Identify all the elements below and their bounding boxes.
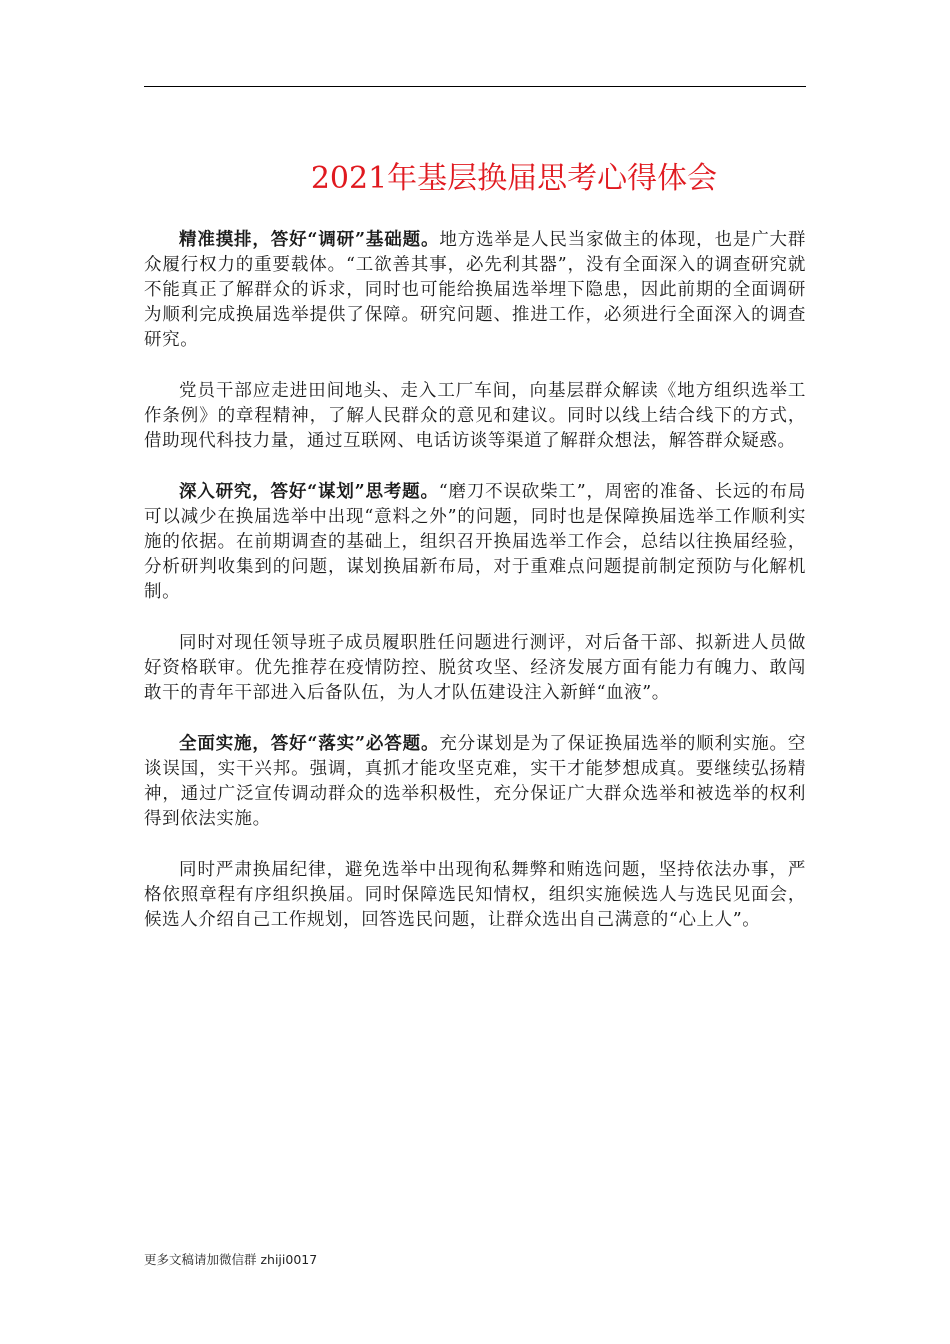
document-title: 2021年基层换届思考心得体会 (310, 161, 718, 196)
paragraph-text: “磨刀不误砍柴工”，周密的准备、长远的布局可以减少在换届选举中出现“意料之外”的问题，同时也是保障换届选举工作顺利实施的依据。在前期调查的基础上，组织召开换届选举工作会，总结以往换届经验，分析研判收集到的问题，谋划换届新布局，对于重难点问题提前制定预防与化解机制。 (144, 482, 806, 602)
paragraph-1 (144, 228, 806, 353)
paragraph-text: 同时对现任领导班子成员履职胜任问题进行测评，对后备干部、拟新进人员做好资格联审。优先推荐在疫情防控、脱贫攻坚、经济发展方面有能力有魄力、敢闯敢干的青年干部进入后备队伍，为人才队伍建设注入新鲜“血液”。 (144, 633, 806, 703)
paragraph-3 (144, 480, 806, 605)
paragraph-lead: 深入研究，答好“谋划”思考题。 (179, 482, 439, 502)
header-rule (144, 86, 806, 87)
paragraph-2 (144, 379, 806, 454)
paragraph-lead: 精准摸排，答好“调研”基础题。 (179, 230, 440, 250)
paragraph-text: 充分谋划是为了保证换届选举的顺利实施。空谈误国，实干兴邦。强调，真抓才能攻坚克难，实干才能梦想成真。要继续弘扬精神，通过广泛宣传调动群众的选举积极性，充分保证广大群众选举和被选举的权利得到依法实施。 (144, 734, 806, 829)
paragraph-4 (144, 631, 806, 706)
paragraph-6 (144, 858, 806, 933)
paragraph-text: 同时严肃换届纪律，避免选举中出现徇私舞弊和贿选问题，坚持依法办事，严格依照章程有序组织换届。同时保障选民知情权，组织实施候选人与选民见面会，候选人介绍自己工作规划，回答选民问题，让群众选出自己满意的“心上人”。 (144, 860, 806, 930)
paragraph-text: 地方选举是人民当家做主的体现，也是广大群众履行权力的重要载体。“工欲善其事，必先利其器”，没有全面深入的调查研究就不能真正了解群众的诉求，同时也可能给换届选举埋下隐患，因此前期的全面调研为顺利完成换届选举提供了保障。研究问题、推进工作，必须进行全面深入的调查研究。 (144, 230, 806, 350)
paragraph-5 (144, 732, 806, 832)
document-body (144, 228, 806, 959)
paragraph-lead: 全面实施，答好“落实”必答题。 (179, 734, 440, 754)
paragraph-text: 党员干部应走进田间地头、走入工厂车间，向基层群众解读《地方组织选举工作条例》的章程精神，了解人民群众的意见和建议。同时以线上结合线下的方式，借助现代科技力量，通过互联网、电话访谈等渠道了解群众想法，解答群众疑惑。 (144, 381, 806, 451)
footer-note: 更多文稿请加微信群 zhiji0017 (144, 1252, 318, 1267)
